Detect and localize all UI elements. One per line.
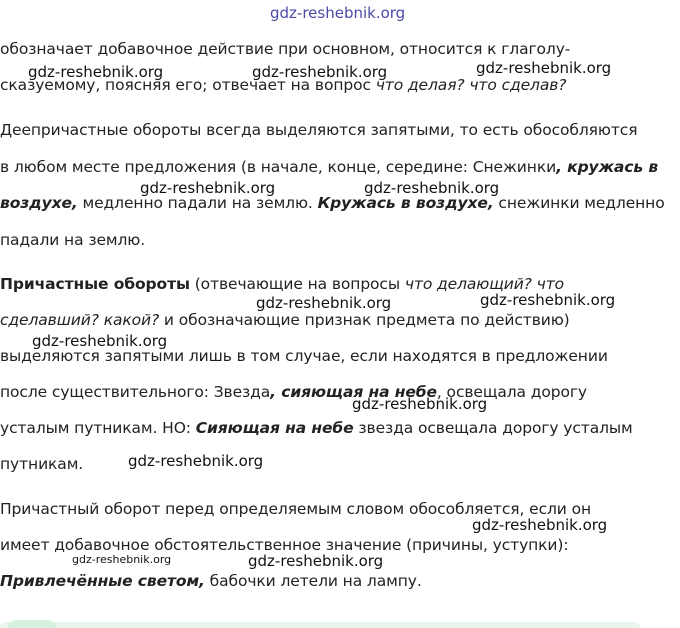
italic-text: что делающий? что xyxy=(404,275,565,293)
bottom-panel-tab xyxy=(8,620,56,628)
text-run: бабочки летели на лампу. xyxy=(204,572,422,590)
watermark: gdz-reshebnik.org xyxy=(256,294,392,312)
paragraph-line xyxy=(0,194,665,212)
bold-italic-text: Сияющая на небе xyxy=(195,419,354,437)
text-run: медленно падали на землю. xyxy=(77,194,318,212)
text-run: , освещала дорогу xyxy=(436,383,588,401)
watermark: gdz-reshebnik.org xyxy=(128,452,264,470)
italic-text: сделавший? какой? xyxy=(0,311,160,329)
text-run: (отвечающие на вопросы xyxy=(189,275,405,293)
paragraph-line xyxy=(0,275,564,293)
paragraph-line xyxy=(0,572,422,590)
paragraph-line xyxy=(0,311,570,329)
bold-italic-text: , сияющая на небе xyxy=(270,383,437,401)
paragraph-line: падали на землю. xyxy=(0,231,146,249)
watermark: gdz-reshebnik.org xyxy=(364,179,500,197)
text-run: сказуемому, поясняя его; отвечает на вопрос xyxy=(0,76,376,94)
text-run: снежинки медленно xyxy=(493,194,665,212)
text-run: усталым путникам. НО: xyxy=(0,419,196,437)
watermark: gdz-reshebnik.org xyxy=(472,516,608,534)
watermark: gdz-reshebnik.org xyxy=(140,179,276,197)
paragraph-line: Деепричастные обороты всегда выделяются запятыми, то есть обособляются xyxy=(0,121,638,139)
paragraph-line: Причастный оборот перед определяемым словом обособляется, если он xyxy=(0,500,592,518)
watermark-small: gdz-reshebnik.org xyxy=(72,553,172,566)
paragraph-line xyxy=(0,76,566,94)
text-run: и обозначающие признак предмета по действию) xyxy=(159,311,570,329)
watermark: gdz-reshebnik.org xyxy=(248,552,384,570)
text-run: звезда освещала дорогу усталым xyxy=(353,419,633,437)
paragraph-line: имеет добавочное обстоятельственное значение (причины, уступки): xyxy=(0,536,569,554)
watermark-top: gdz-reshebnik.org xyxy=(270,4,406,22)
watermark: gdz-reshebnik.org xyxy=(252,63,388,81)
bold-italic-text: , кружась в xyxy=(556,158,659,176)
bottom-panel-edge xyxy=(0,622,640,628)
paragraph-line: путникам. xyxy=(0,455,84,473)
paragraph-line xyxy=(0,419,633,437)
text-run: в любом месте предложения (в начале, конце, середине: Снежинки xyxy=(0,158,557,176)
text-run: после существительного: Звезда xyxy=(0,383,271,401)
watermark: gdz-reshebnik.org xyxy=(28,63,164,81)
watermark: gdz-reshebnik.org xyxy=(476,59,612,77)
paragraph-line: выделяются запятыми лишь в том случае, если находятся в предложении xyxy=(0,347,608,365)
watermark: gdz-reshebnik.org xyxy=(352,395,488,413)
watermark: gdz-reshebnik.org xyxy=(480,291,616,309)
question-text: что делая? что сделав? xyxy=(375,76,567,94)
bold-italic-text: Привлечённые светом, xyxy=(0,572,205,590)
bold-italic-text: Кружась в воздухе, xyxy=(317,194,494,212)
paragraph-line xyxy=(0,383,587,401)
watermark: gdz-reshebnik.org xyxy=(32,332,168,350)
bold-italic-text: воздухе, xyxy=(0,194,78,212)
bold-text: Причастные обороты xyxy=(0,275,190,293)
paragraph-line: обозначает добавочное действие при основном, относится к глаголу- xyxy=(0,40,571,58)
paragraph-line xyxy=(0,158,658,176)
